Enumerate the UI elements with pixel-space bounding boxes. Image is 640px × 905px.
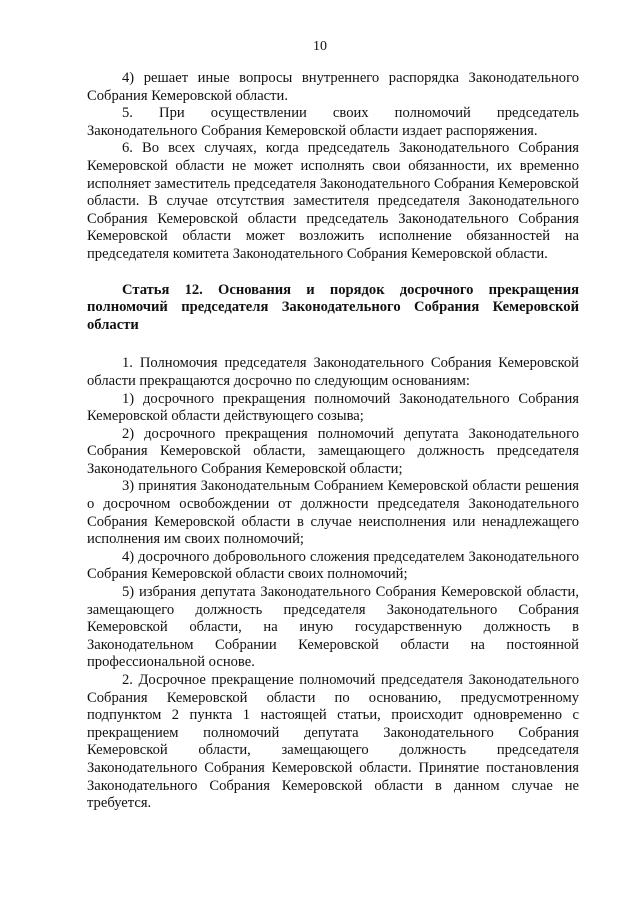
article-paragraph-1: 1. Полномочия председателя Законодательного Собрания Кемеровской области прекращаются досрочно по следующим основаниям: — [87, 355, 579, 389]
article-subitem-3: 3) принятия Законодательным Собранием Кемеровской области решения о досрочном освобождении от должности председателя Законодательного Собрания Кемеровской области в случае неисполнения или ненадлежащего исполнения им своих полномочий; — [87, 478, 579, 548]
article-subitem-4: 4) досрочного добровольного сложения председателем Законодательного Собрания Кемеровской области своих полномочий; — [87, 548, 579, 583]
paragraph-5: 5. При осуществлении своих полномочий председатель Законодательного Собрания Кемеровской области издает распоряжения. — [87, 105, 579, 139]
page-number: 10 — [313, 39, 327, 54]
paragraph-6: 6. Во всех случаях, когда председатель Законодательного Собрания Кемеровской области не может исполнять свои обязанности, их временно исполняет заместитель председателя Законодательного Собрания Кемеровской области. В случае отсутствия заместителя председателя Законодательного Собрания Кемеровской области председатель Законодательного Собрания Кемеровской области может возложить исполнение обязанностей на председателя комитета Законодательного Собрания Кемеровской области. — [87, 140, 579, 262]
article-subitem-1: 1) досрочного прекращения полномочий Законодательного Собрания Кемеровской области действующего созыва; — [87, 390, 579, 425]
document-body — [87, 70, 579, 813]
article-heading: Статья 12. Основания и порядок досрочного прекращения полномочий председателя Законодательного Собрания Кемеровской области — [87, 281, 579, 333]
article-subitem-5: 5) избрания депутата Законодательного Собрания Кемеровской области, замещающего должность председателя Законодательного Собрания Кемеровской области, на иную государственную должность в Законодательном Собрании Кемеровской области на постоянной профессиональной основе. — [87, 584, 579, 671]
article-paragraph-2: 2. Досрочное прекращение полномочий председателя Законодательного Собрания Кемеровской области по основанию, предусмотренному подпунктом 2 пункта 1 настоящей статьи, происходит одновременно с прекращением полномочий депутата Законодательного Собрания Кемеровской области, замещающего должность председателя Законодательного Собрания Кемеровской области. Принятие постановления Законодательного Собрания Кемеровской области в данном случае не требуется. — [87, 672, 579, 812]
paragraph-item-4: 4) решает иные вопросы внутреннего распорядка Законодательного Собрания Кемеровской области. — [87, 70, 579, 104]
article-subitem-2: 2) досрочного прекращения полномочий депутата Законодательного Собрания Кемеровской области, замещающего должность председателя Законодательного Собрания Кемеровской области; — [87, 425, 579, 477]
